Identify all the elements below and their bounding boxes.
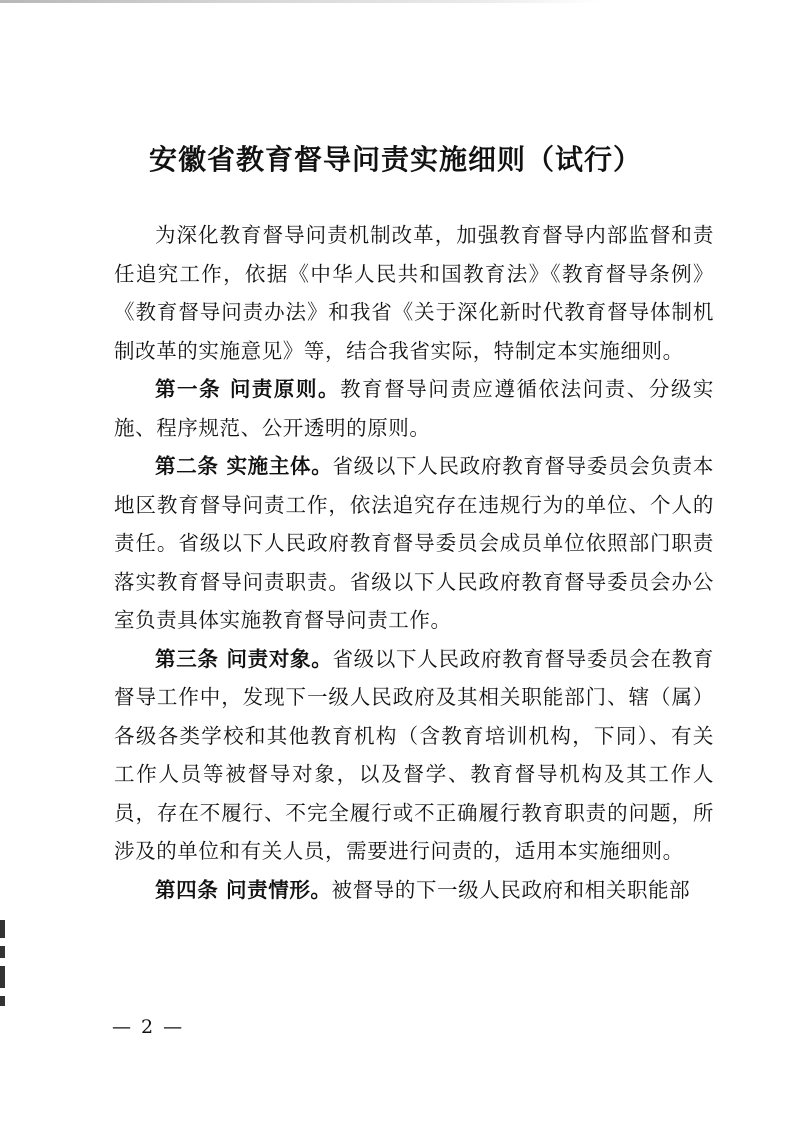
document-body [114,216,714,909]
article-text: 教育督导问责应遵循依法问责、分级实施、程序规范、公开透明的原则。 [114,377,714,440]
article-text: 省级以下人民政府教育督导委员会负责本地区教育督导问责工作，依法追究存在违规行为的单位、个人的责任。省级以下人民政府教育督导委员会成员单位依照部门职责落实教育督导问责职责。省级以下人民政府教育督导委员会办公室负责具体实施教育督导问责工作。 [114,454,714,632]
page-number: — 2 — [112,1016,185,1038]
article-heading: 第一条 问责原则。 [155,377,341,401]
article-text: 省级以下人民政府教育督导委员会在教育督导工作中，发现下一级人民政府及其相关职能部门、辖（属）各级各类学校和其他教育机构（含教育培训机构，下同）、有关工作人员等被督导对象，以及督学、教育督导机构及其工作人员，存在不履行、不完全履行或不正确履行教育职责的问题，所涉及的单位和有关人员，需要进行问责的，适用本实施细则。 [114,646,714,863]
article-2 [114,447,714,640]
article-1 [114,370,714,447]
article-text: 被督导的下一级人民政府和相关职能部 [331,877,691,902]
paragraph-text: 为深化教育督导问责机制改革，加强教育督导内部监督和责任追究工作，依据《中华人民共和国教育法》《教育督导条例》《教育督导问责办法》和我省《关于深化新时代教育督导体制机制改革的实施意见》等，结合我省实际，特制定本实施细则。 [114,223,714,363]
article-heading: 第四条 问责情形。 [155,877,332,902]
article-3 [114,640,714,871]
scan-edge-artifact [0,0,600,3]
article-4 [114,871,714,910]
document-title: 安徽省教育督导问责实施细则（试行） [148,143,642,176]
article-heading: 第三条 问责对象。 [155,646,333,671]
binding-marks [0,920,6,1020]
article-heading: 第二条 实施主体。 [155,454,333,478]
paragraph-preamble [114,216,714,370]
